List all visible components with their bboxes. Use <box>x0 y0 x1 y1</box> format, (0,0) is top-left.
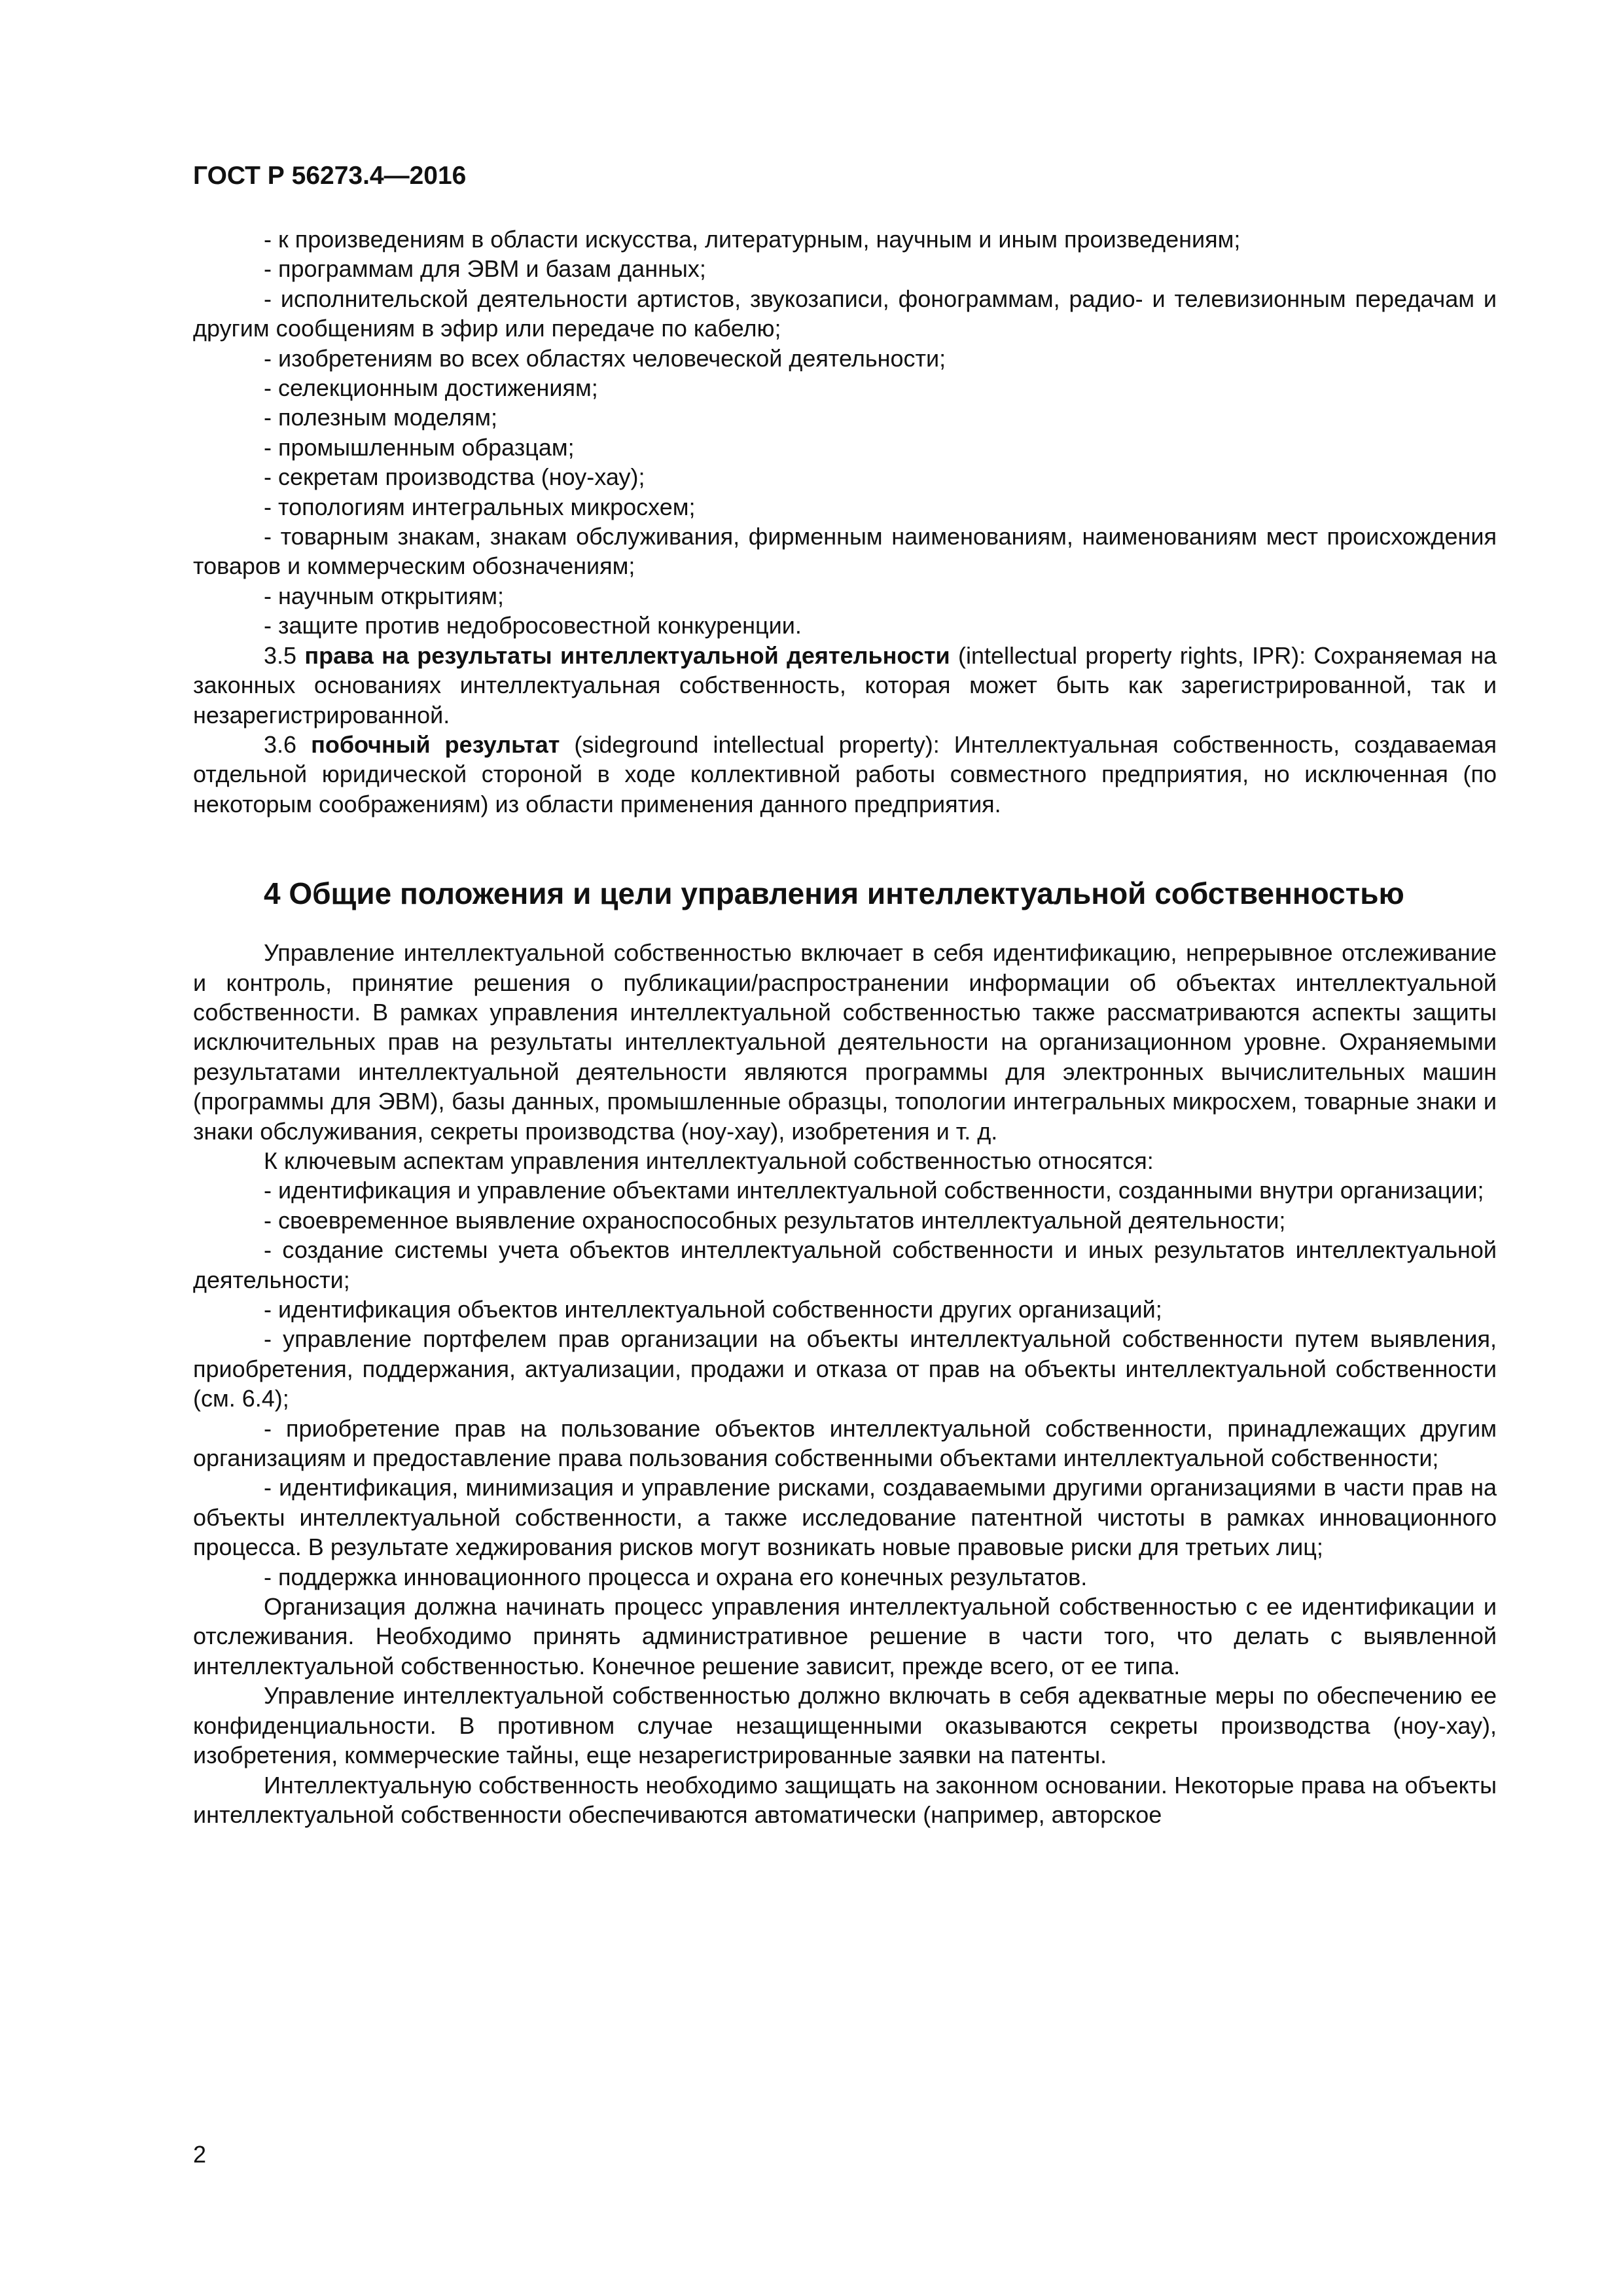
list-item: - защите против недобросовестной конкуренции. <box>264 612 802 639</box>
document-page <box>193 160 1497 1829</box>
list-item: - товарным знакам, знакам обслуживания, фирменным наименованиям, наименованиям мест происхождения товаров и коммерческим обозначениям; <box>193 523 1497 580</box>
definition-3-6 <box>193 730 1497 819</box>
definition-number: 3.6 <box>264 730 297 758</box>
list-item: - научным открытиям; <box>264 582 504 609</box>
definition-number: 3.5 <box>264 641 297 669</box>
list-item: - идентификация объектов интеллектуальной собственности других организаций; <box>264 1296 1162 1323</box>
paragraph: Управление интеллектуальной собственностью должно включать в себя адекватные меры по обеспечению ее конфиденциальности. В противном случае незащищенными оказываются секреты производства (ноу-хау), изобретения, коммерческие тайны, еще незарегистрированные заявки на патенты. <box>193 1682 1497 1769</box>
paragraph: К ключевым аспектам управления интеллектуальной собственностью относятся: <box>264 1147 1154 1174</box>
list-item: - своевременное выявление охраноспособных результатов интеллектуальной деятельности; <box>264 1206 1286 1234</box>
list-item: - к произведениям в области искусства, литературным, научным и иным произведениям; <box>264 226 1241 253</box>
list-item: - секретам производства (ноу-хау); <box>264 463 645 491</box>
definition-text: (intellectual property rights, IPR): Сохраняемая на законных основаниях интеллектуальная собственность, которая может быть как зарегистрированной, так и незарегистрированной. <box>193 641 1497 728</box>
definition-term: права на результаты интеллектуальной деятельности <box>304 641 950 669</box>
list-item: - поддержка инновационного процесса и охрана его конечных результатов. <box>264 1563 1088 1590</box>
key-aspects-list <box>193 1175 1497 1592</box>
paragraph: Управление интеллектуальной собственностью включает в себя идентификацию, непрерывное отслеживание и контроль, принятие решения о публикации/распространении информации об объектах интеллектуальной собственности. В рамках управления интеллектуальной собственностью также рассматриваются аспекты защиты исключительных прав на результаты интеллектуальной деятельности на организационном уровне. Охраняемыми результатами интеллектуальной деятельности являются программы для электронных вычислительных машин (программы для ЭВМ), базы данных, промышленные образцы, топологии интегральных микросхем, товарные знаки и знаки обслуживания, секреты производства (ноу-хау), изобретения и т. д. <box>193 939 1497 1145</box>
paragraph: Интеллектуальную собственность необходимо защищать на законном основании. Некоторые права на объекты интеллектуальной собственности обеспечиваются автоматически (например, авторское <box>193 1771 1497 1828</box>
definition-3-5 <box>193 641 1497 730</box>
document-code-header: ГОСТ Р 56273.4—2016 <box>193 162 467 190</box>
list-item: - идентификация и управление объектами интеллектуальной собственности, созданными внутри организации; <box>264 1177 1484 1204</box>
list-item: - полезным моделям; <box>264 404 498 431</box>
list-item: - исполнительской деятельности артистов, звукозаписи, фонограммам, радио- и телевизионным передачам и другим сообщениям в эфир или передаче по кабелю; <box>193 285 1497 342</box>
list-item: - идентификация, минимизация и управление рисками, создаваемыми другими организациями в части прав на объекты интеллектуальной собственности, а также исследование патентной чистоты в рамках инновационного процесса. В результате хеджирования рисков могут возникать новые правовые риски для третьих лиц; <box>193 1474 1497 1561</box>
document-body <box>193 224 1497 1829</box>
list-item: - создание системы учета объектов интеллектуальной собственности и иных результатов интеллектуальной деятельности; <box>193 1236 1497 1293</box>
list-item: - приобретение прав на пользование объектов интеллектуальной собственности, принадлежащих другим организациям и предоставление права пользования собственными объектами интеллектуальной собственности; <box>193 1414 1497 1472</box>
list-item: - изобретениям во всех областях человеческой деятельности; <box>264 344 946 372</box>
paragraph: Организация должна начинать процесс управления интеллектуальной собственностью с ее идентификации и отслеживания. Необходимо принять административное решение в части того, что делать с выявленной интеллектуальной собственностью. Конечное решение зависит, прежде всего, от ее типа. <box>193 1593 1497 1679</box>
definition-text: (sideground intellectual property): Интеллектуальная собственность, создаваемая отдельной юридической стороной в ходе коллективной работы совместного предприятия, но исключенная (по некоторым соображениям) из области применения данного предприятия. <box>193 730 1497 817</box>
list-item: - промышленным образцам; <box>264 433 575 461</box>
rights-objects-list <box>193 224 1497 641</box>
list-item: - селекционным достижениям; <box>264 374 598 402</box>
page-number: 2 <box>193 2141 207 2168</box>
list-item: - управление портфелем прав организации на объекты интеллектуальной собственности путем выявления, приобретения, поддержания, актуализации, продажи и отказа от прав на объекты интеллектуальной собственности (см. 6.4); <box>193 1325 1497 1412</box>
list-item: - топологиям интегральных микросхем; <box>264 493 696 520</box>
section-title: 4 Общие положения и цели управления интеллектуальной собственностью <box>264 876 1404 911</box>
definition-term: побочный результат <box>311 730 560 758</box>
list-item: - программам для ЭВМ и базам данных; <box>264 255 706 283</box>
